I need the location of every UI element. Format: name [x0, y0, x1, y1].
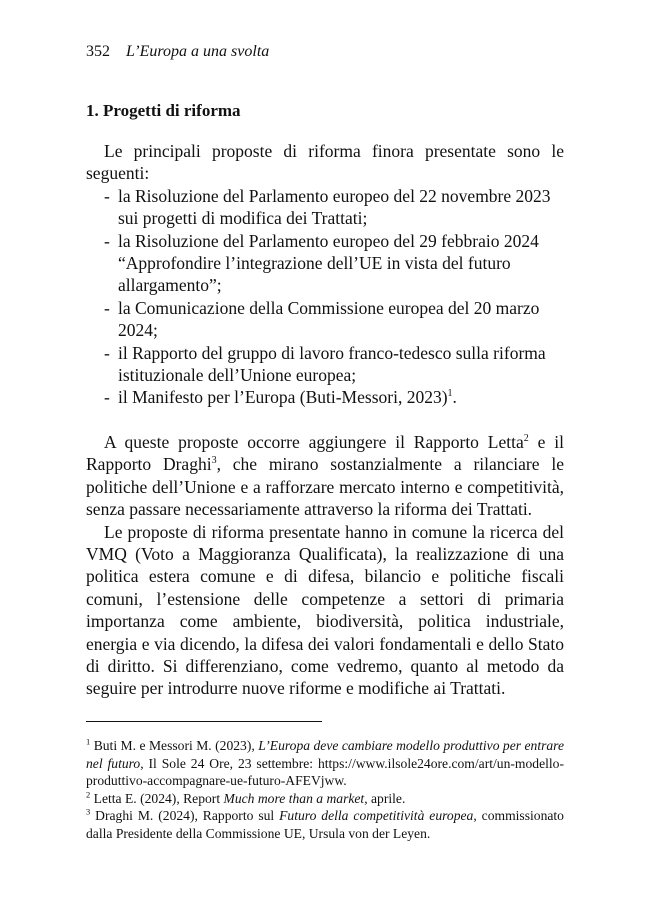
list-item-text: il Rapporto del gruppo di lavoro franco-tedesco sulla riforma istituzionale dell’Unione europea; — [118, 342, 546, 386]
footnote-ref-1[interactable]: 1 — [447, 388, 453, 400]
section-heading: 1. Progetti di riforma — [86, 101, 241, 120]
list-item-text: il Manifesto per l’Europa (Buti-Messori, 2023) — [118, 387, 448, 408]
footnote-ref-3[interactable]: 3 — [211, 455, 217, 467]
list-dash: - — [104, 387, 110, 408]
list-dash: - — [104, 297, 110, 318]
footnote-text: , aprile. — [364, 790, 406, 806]
footnote-number: 3 — [86, 806, 91, 817]
list-item — [86, 185, 564, 230]
footnote-number: 1 — [86, 736, 91, 747]
footnote-text: , commissionato dalla Presidente della Commissione UE, Ursula von der Leyen. — [86, 808, 564, 841]
footnote-separator — [86, 721, 322, 722]
list-item-text: la Risoluzione del Parlamento europeo del 22 novembre 2023 sui progetti di modifica dei Trattati; — [118, 185, 551, 229]
footnote-text: Letta E. (2024), Report — [90, 790, 224, 806]
book-title: L’Europa a una svolta — [126, 43, 270, 60]
footnote-text: , Il Sole 24 Ore, 23 settembre: https://www.ilsole24ore.com/art/un-modello-produttivo-accompagnare-ue-futuro-AFEVjww. — [86, 755, 564, 789]
footnote-title: Much more than a market — [223, 790, 365, 806]
footnote-title: Futuro della competitività europea — [279, 808, 474, 824]
footnotes — [86, 737, 564, 843]
paragraph-common-features: Le proposte di riforma presentate hanno in comune la ricerca del VMQ (Voto a Maggioranza Qualificata), la realizzazione di una politica estera comune e di difesa, bilancio e politiche fiscali comuni, l’estensione delle competenze a settori di primaria importanza come ambiente, biodiversità, politica industriale, energia e via dicendo, la difesa dei valori fondamentali e dello Stato di diritto. Si differenziano, come vedremo, quanto al metodo da seguire per introdurre nuove riforme e modifiche ai Trattati. — [86, 521, 564, 699]
paragraph-gap — [86, 409, 564, 431]
intro-paragraph: Le principali proposte di riforma finora presentate sono le seguenti: — [86, 141, 564, 184]
paragraph-text: e il Rapporto Draghi — [86, 431, 564, 475]
list-dash: - — [104, 342, 110, 363]
paragraph-text: A queste proposte occorre aggiungere il Rapporto Letta — [104, 431, 524, 452]
list-item — [86, 342, 564, 387]
list-item — [86, 386, 564, 408]
footnote-ref-2[interactable]: 2 — [523, 433, 529, 445]
footnote-number: 2 — [86, 789, 91, 800]
footnote-text: Draghi M. (2024), Rapporto sul — [90, 808, 280, 824]
footnote-3 — [86, 807, 564, 842]
list-item-text: la Comunicazione della Commissione europea del 20 marzo 2024; — [118, 297, 540, 341]
list-item-end: . — [452, 387, 457, 408]
proposals-list — [86, 185, 564, 409]
list-item — [86, 297, 564, 342]
list-dash: - — [104, 230, 110, 251]
footnote-2 — [86, 790, 564, 808]
body-text — [86, 140, 564, 700]
paragraph-reports — [86, 431, 564, 521]
paragraph-text: , che mirano sostanzialmente a rilanciare le politiche dell’Unione e a rafforzare mercato interno e competitività, senza passare necessariamente attraverso la riforma dei Trattati. — [86, 454, 564, 520]
list-item-text: la Risoluzione del Parlamento europeo del 29 febbraio 2024 “Approfondire l’integrazione dell’UE in vista del futuro allargamento”; — [118, 230, 539, 296]
list-dash: - — [104, 185, 110, 206]
footnote-title: L’Europa deve cambiare modello produttivo per entrare nel futuro — [86, 738, 565, 771]
page-number: 352 — [86, 43, 110, 60]
footnote-1 — [86, 737, 564, 790]
footnote-text: Buti M. e Messori M. (2023), — [90, 738, 259, 753]
running-header — [86, 42, 269, 62]
list-item — [86, 230, 564, 297]
book-page — [86, 0, 564, 919]
